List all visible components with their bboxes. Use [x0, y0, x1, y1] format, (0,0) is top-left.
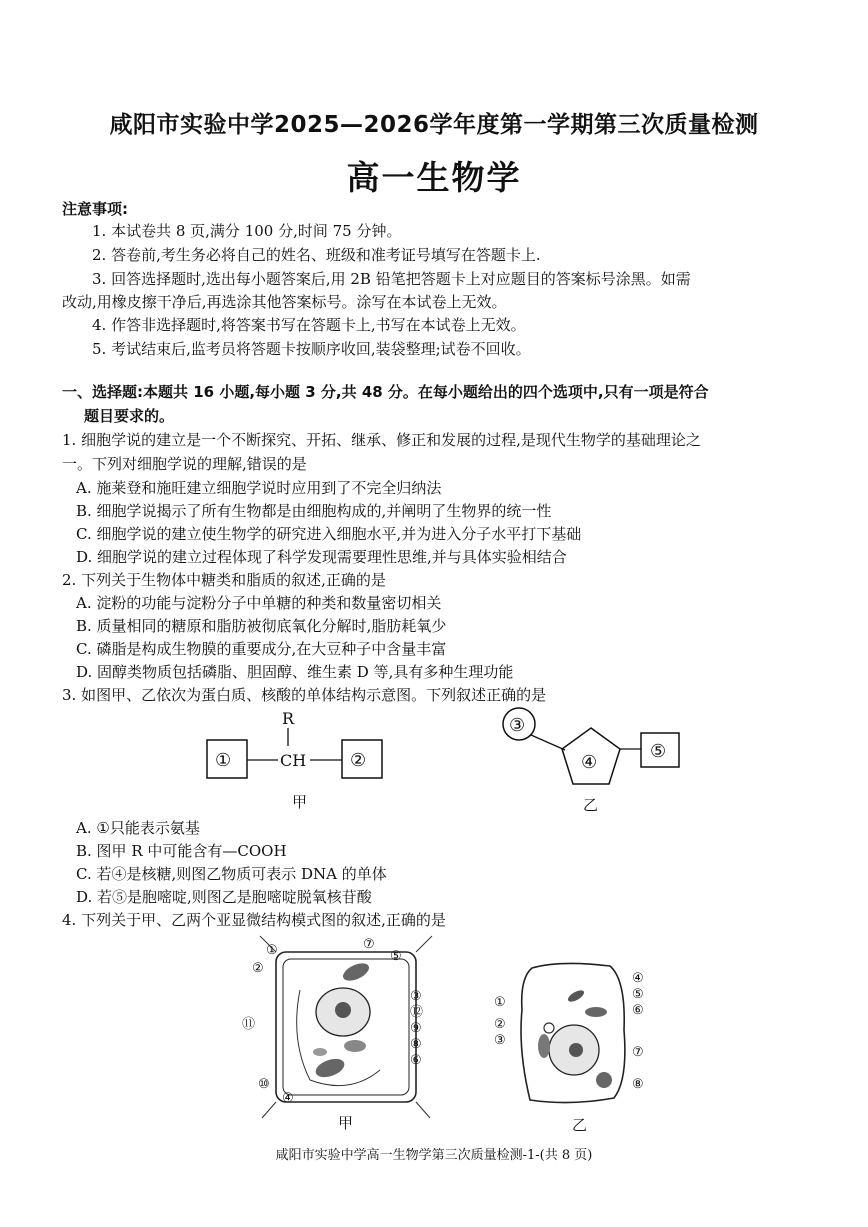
option-b: B. 质量相同的糖原和脂肪被彻底氧化分解时,脂肪耗氧少	[76, 617, 447, 635]
label-jia-11: ⑪	[242, 1017, 256, 1032]
notice-item: 5. 考试结束后,监考员将答题卡按顺序收回,装袋整理;试卷不回收。	[92, 340, 531, 358]
label-yi-1: ①	[494, 995, 506, 1010]
box-2-label: ②	[350, 750, 367, 771]
notice-item: 4. 作答非选择题时,将答案书写在答题卡上,书写在本试卷上无效。	[92, 316, 526, 334]
pentose-label: ④	[581, 752, 598, 773]
label-jia-9: ⑨	[410, 1021, 422, 1036]
nucleotide-diagram	[503, 708, 679, 814]
label-jia-2: ②	[252, 961, 264, 976]
option-a: A. 淀粉的功能与淀粉分子中单糖的种类和数量密切相关	[76, 594, 442, 612]
question-stem: 一。下列对细胞学说的理解,错误的是	[62, 455, 307, 473]
option-c: C. 磷脂是构成生物膜的重要成分,在大豆种子中含量丰富	[76, 640, 447, 658]
label-jia-3: ③	[410, 989, 422, 1004]
notice-item: 1. 本试卷共 8 页,满分 100 分,时间 75 分钟。	[92, 222, 402, 240]
label-jia-6: ⑥	[410, 1053, 422, 1068]
option-d: D. 若⑤是胞嘧啶,则图乙是胞嘧啶脱氧核苷酸	[76, 888, 372, 906]
plant-cell-diagram	[242, 936, 432, 1132]
ch-label: CH	[280, 751, 307, 770]
label-jia-8: ⑧	[410, 1037, 422, 1052]
option-a: A. 施莱登和施旺建立细胞学说时应用到了不完全归纳法	[76, 479, 442, 497]
label-jia-7: ⑦	[363, 937, 375, 952]
label-yi-3: ③	[494, 1033, 506, 1048]
option-a: A. ①只能表示氨基	[76, 819, 200, 837]
option-c: C. 若④是核糖,则图乙物质可表示 DNA 的单体	[76, 865, 387, 883]
label-jia-12: ⑫	[410, 1005, 424, 1020]
section-heading-cont: 题目要求的。	[84, 407, 175, 425]
label-jia-5: ⑤	[390, 949, 402, 964]
caption-yi: 乙	[583, 796, 599, 814]
box-1-label: ①	[215, 750, 232, 771]
label-jia-10: ⑩	[258, 1077, 270, 1092]
section-heading: 一、选择题:本题共 16 小题,每小题 3 分,共 48 分。在每小题给出的四个选项中,只有一项是符合	[62, 383, 709, 401]
question-stem: 1. 细胞学说的建立是一个不断探究、开拓、继承、修正和发展的过程,是现代生物学的基础理论之	[62, 431, 701, 449]
box-5-label: ⑤	[650, 741, 667, 762]
label-jia-4: ④	[282, 1091, 294, 1106]
option-c: C. 细胞学说的建立使生物学的研究进入细胞水平,并为进入分子水平打下基础	[76, 525, 582, 543]
question-stem: 4. 下列关于甲、乙两个亚显微结构模式图的叙述,正确的是	[62, 911, 446, 929]
circle-3-label: ③	[509, 715, 526, 736]
caption-jia: 甲	[338, 1114, 354, 1132]
exam-title: 咸阳市实验中学2025—2026学年度第一学期第三次质量检测	[109, 112, 759, 138]
amino-acid-diagram	[207, 709, 382, 811]
label-yi-2: ②	[494, 1017, 506, 1032]
subject-title: 高一生物学	[346, 158, 522, 197]
option-b: B. 图甲 R 中可能含有—COOH	[76, 842, 287, 860]
question-stem: 3. 如图甲、乙依次为蛋白质、核酸的单体结构示意图。下列叙述正确的是	[62, 686, 547, 704]
option-d: D. 固醇类物质包括磷脂、胆固醇、维生素 D 等,具有多种生理功能	[76, 663, 514, 681]
label-yi-6: ⑥	[632, 1003, 644, 1018]
option-b: B. 细胞学说揭示了所有生物都是由细胞构成的,并阐明了生物界的统一性	[76, 502, 552, 520]
notice-item: 2. 答卷前,考生务必将自己的姓名、班级和准考证号填写在答题卡上.	[92, 246, 541, 264]
option-d: D. 细胞学说的建立过程体现了科学发现需要理性思维,并与具体实验相结合	[76, 548, 567, 566]
animal-cell-diagram	[494, 963, 644, 1134]
label-yi-4: ④	[632, 971, 644, 986]
notice-item: 3. 回答选择题时,选出每小题答案后,用 2B 铅笔把答题卡上对应题目的答案标号涂黑。如需	[92, 270, 691, 288]
label-yi-7: ⑦	[632, 1045, 644, 1060]
question-stem: 2. 下列关于生物体中糖类和脂质的叙述,正确的是	[62, 571, 386, 589]
caption-yi: 乙	[572, 1116, 588, 1134]
cell-structure-figure	[0, 930, 868, 1140]
page-footer: 咸阳市实验中学高一生物学第三次质量检测-1-(共 8 页)	[275, 1148, 593, 1163]
caption-jia: 甲	[292, 793, 308, 811]
notice-heading: 注意事项:	[62, 200, 128, 218]
r-group-label: R	[282, 709, 295, 728]
label-yi-8: ⑧	[632, 1077, 644, 1092]
notice-item: 改动,用橡皮擦干净后,再选涂其他答案标号。涂写在本试卷上无效。	[62, 293, 507, 311]
label-yi-5: ⑤	[632, 987, 644, 1002]
monomer-structure-figure	[0, 700, 868, 815]
label-jia-1: ①	[266, 943, 278, 958]
